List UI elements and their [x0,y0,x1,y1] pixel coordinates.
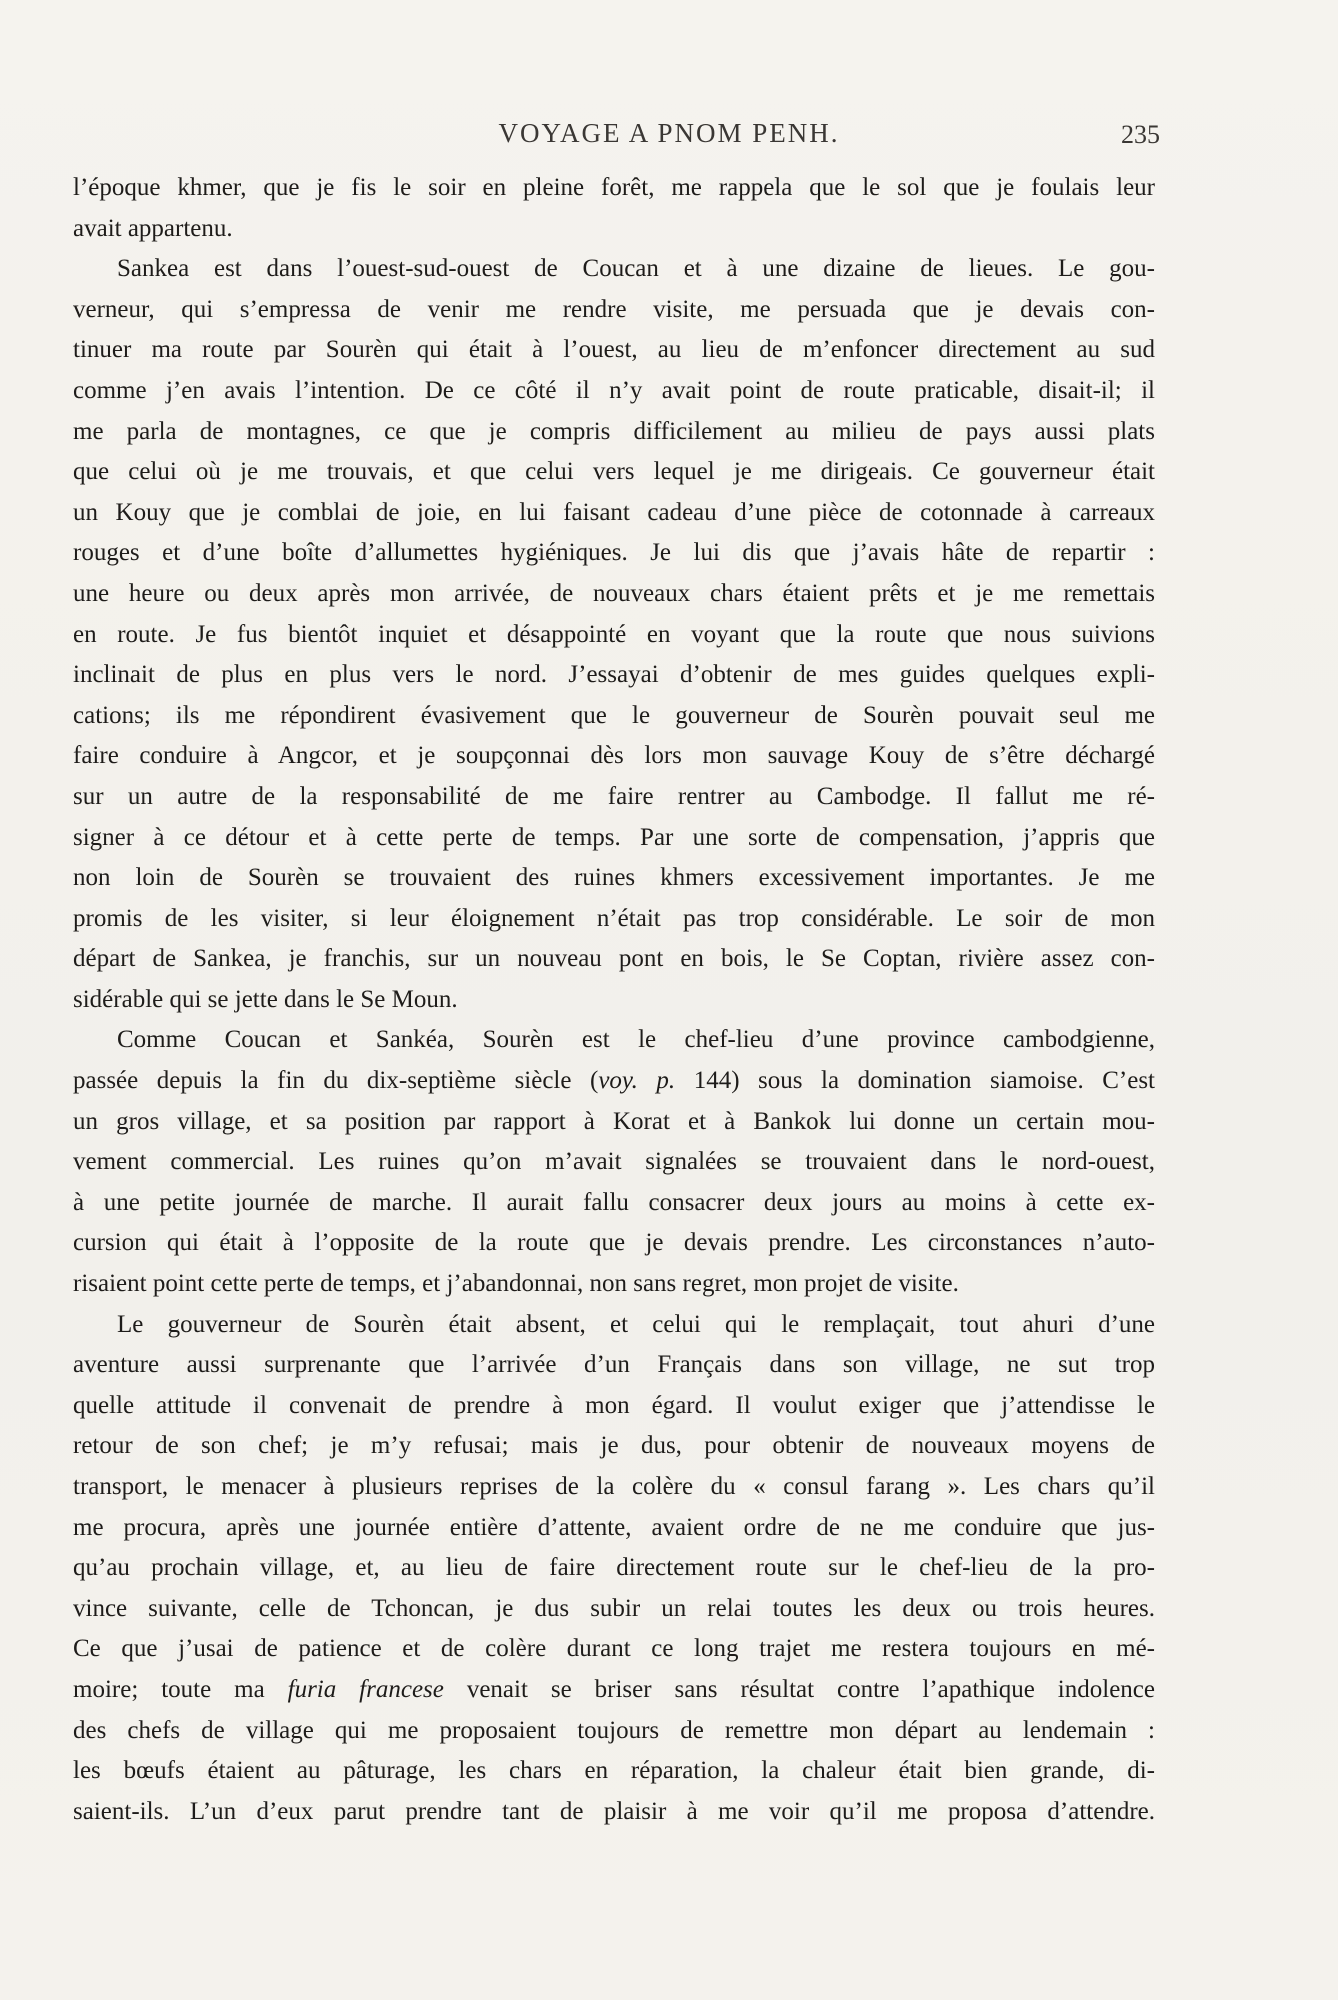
paragraph-first-line: Comme Coucan et Sankéa, Sourèn est le chef-lieu d’une province cambodgienne, [117,1026,1155,1054]
text-line: Ce que j’usai de patience et de colère durant ce long trajet me restera toujours en mé- [73,1635,1155,1663]
text-line: verneur, qui s’empressa de venir me rendre visite, me persuada que je devais con- [73,295,1155,323]
text-line: promis de les visiter, si leur éloignement n’était pas trop considérable. Le soir de mon [73,904,1155,932]
text-line: cations; ils me répondirent évasivement que le gouverneur de Sourèn pouvait seul me [73,701,1155,729]
text-line: transport, le menacer à plusieurs reprises de la colère du « consul farang ». Les chars qu’il [73,1473,1155,1500]
page-number: 235 [1121,120,1160,149]
text-line: tinuer ma route par Sourèn qui était à l’ouest, au lieu de m’enfoncer directement au sud [73,336,1155,364]
text-line: signer à ce détour et à cette perte de temps. Par une sorte de compensation, j’appris que [73,823,1155,851]
text-line: me procura, après une journée entière d’attente, avaient ordre de ne me conduire que jus- [73,1513,1155,1541]
text-line: l’époque khmer, que je fis le soir en pleine forêt, me rappela que le sol que je foulais leur [73,174,1155,201]
text-line: un Kouy que je comblai de joie, en lui faisant cadeau d’une pièce de cotonnade à carreaux [73,498,1155,526]
text-line: les bœufs étaient au pâturage, les chars en réparation, la chaleur était bien grande, di- [73,1757,1155,1785]
italic-reference: voy. p. [598,1067,676,1095]
running-title: VOYAGE A PNOM PENH. [498,118,840,148]
text-line: faire conduire à Angcor, et je soupçonnai dès lors mon sauvage Kouy de s’être déchargé [73,742,1155,770]
text-line: que celui où je me trouvais, et que celui vers lequel je me dirigeais. Ce gouverneur était [73,458,1155,486]
italic-phrase: furia francese [287,1675,444,1703]
text-line: risaient point cette perte de temps, et j’abandonnai, non sans regret, mon projet de visite. [73,1270,959,1298]
text-line: quelle attitude il convenait de prendre à mon égard. Il voulut exiger que j’attendisse le [73,1391,1155,1419]
paragraph-first-line: Sankea est dans l’ouest-sud-ouest de Coucan et à une dizaine de lieues. Le gou- [117,255,1155,283]
text-line-with-italic [73,1061,1155,1102]
text-segment: moire; toute ma [73,1675,288,1703]
body-text [73,168,1155,1832]
text-line: comme j’en avais l’intention. De ce côté il n’y avait point de route praticable, disait-il; il [73,376,1155,404]
running-head [0,118,1338,158]
text-line: à une petite journée de marche. Il aurait fallu consacrer deux jours au moins à cette ex- [73,1188,1155,1216]
text-line: qu’au prochain village, et, au lieu de faire directement route sur le chef-lieu de la pro- [73,1554,1155,1582]
text-segment: passée depuis la fin du dix-septième siècle ( [73,1067,599,1095]
paragraph-first-line: Le gouverneur de Sourèn était absent, et celui qui le remplaçait, tout ahuri d’une [117,1310,1155,1338]
text-line: une heure ou deux après mon arrivée, de nouveaux chars étaient prêts et je me remettais [73,579,1155,607]
text-line: avait appartenu. [73,214,233,242]
text-line: vement commercial. Les ruines qu’on m’avait signalées se trouvaient dans le nord-ouest, [73,1148,1155,1176]
text-line: rouges et d’une boîte d’allumettes hygiéniques. Je lui dis que j’avais hâte de repartir : [73,539,1155,567]
text-line: sidérable qui se jette dans le Se Moun. [73,985,458,1013]
text-line: en route. Je fus bientôt inquiet et désappointé en voyant que la route que nous suivions [73,620,1155,648]
text-line: aventure aussi surprenante que l’arrivée d’un Français dans son village, ne sut trop [73,1351,1155,1379]
text-line: retour de son chef; je m’y refusai; mais je dus, pour obtenir de nouveaux moyens de [73,1432,1155,1460]
text-line: sur un autre de la responsabilité de me faire rentrer au Cambodge. Il fallut me ré- [73,782,1155,810]
text-segment: 144) sous la domination siamoise. C’est [675,1067,1155,1095]
text-line: cursion qui était à l’opposite de la route que je devais prendre. Les circonstances n’auto- [73,1229,1155,1257]
text-line: inclinait de plus en plus vers le nord. J’essayai d’obtenir de mes guides quelques expli- [73,661,1155,689]
text-line-with-italic [73,1670,1155,1711]
text-line: saient-ils. L’un d’eux parut prendre tant de plaisir à me voir qu’il me proposa d’attendre. [73,1797,1155,1825]
text-line: non loin de Sourèn se trouvaient des ruines khmers excessivement importantes. Je me [73,864,1155,892]
text-line: vince suivante, celle de Tchoncan, je dus subir un relai toutes les deux ou trois heures. [73,1594,1155,1622]
text-line: un gros village, et sa position par rapport à Korat et à Bankok lui donne un certain mou- [73,1107,1155,1135]
text-segment: venait se briser sans résultat contre l’apathique indolence [443,1675,1155,1703]
text-line: des chefs de village qui me proposaient toujours de remettre mon départ au lendemain : [73,1716,1155,1744]
text-line: me parla de montagnes, ce que je compris difficilement au milieu de pays aussi plats [73,417,1155,445]
text-line: départ de Sankea, je franchis, sur un nouveau pont en bois, le Se Coptan, rivière assez con- [73,945,1155,973]
